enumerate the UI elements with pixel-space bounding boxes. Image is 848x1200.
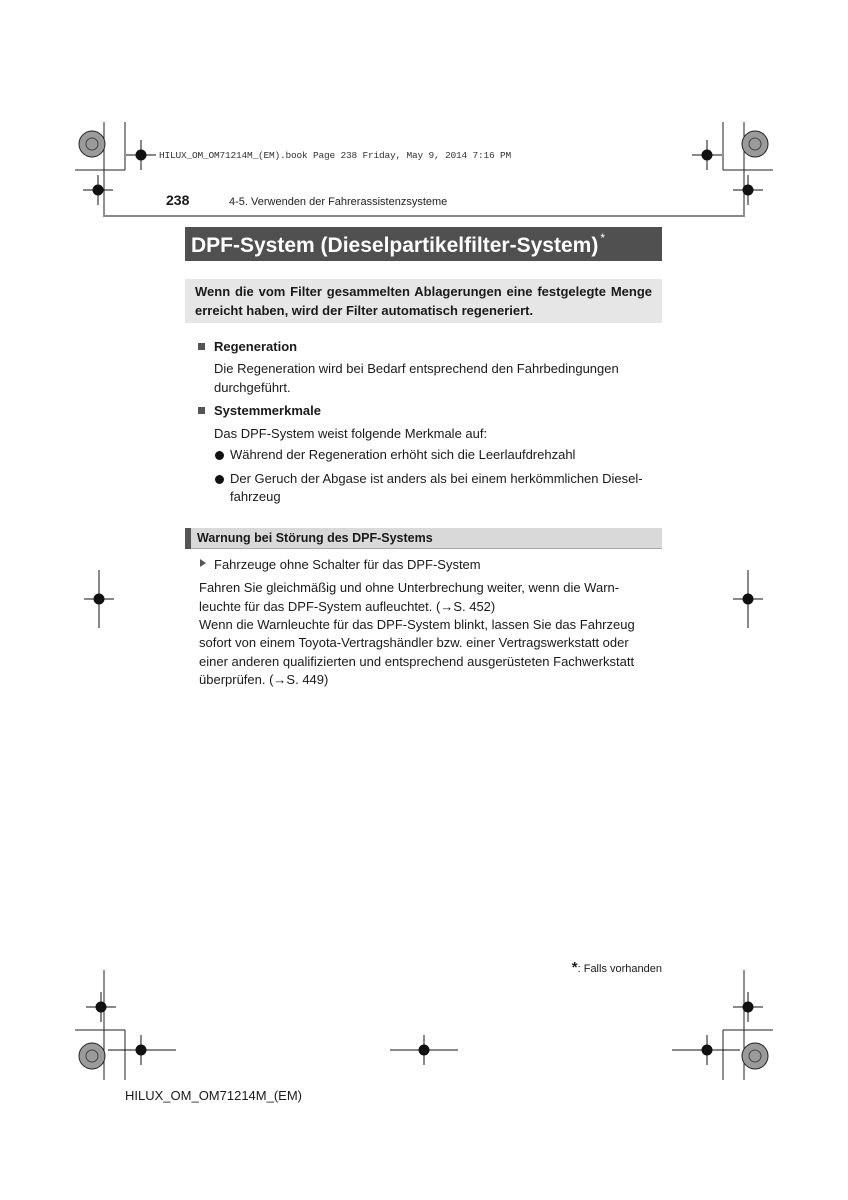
warning-text-line: Wenn die Warnleuchte für das DPF-System blinkt, lassen Sie das Fahrzeug xyxy=(199,617,635,632)
warning-applies-to: Fahrzeuge ohne Schalter für das DPF-System xyxy=(214,557,481,572)
feature-bullet-item: Der Geruch der Abgase ist anders als bei einem herkömmlichen Diesel- xyxy=(230,471,643,486)
warning-text-line: sofort von einem Toyota-Vertragshändler bzw. einer Vertragswerkstatt oder xyxy=(199,635,629,650)
bullet-dot-icon xyxy=(215,451,224,460)
header-divider xyxy=(104,215,744,217)
warning-text-line: leuchte für das DPF-System aufleuchtet. (→S. 452) xyxy=(199,599,496,614)
footnote-marker: * xyxy=(600,231,605,245)
regeneration-text-line1: Die Regeneration wird bei Bedarf entsprechend den Fahrbedingungen xyxy=(214,361,619,376)
bullet-dot-icon xyxy=(215,475,224,484)
regeneration-text-line2: durchgeführt. xyxy=(214,380,291,395)
square-bullet-icon xyxy=(198,407,205,414)
feature-bullet-item: Während der Regeneration erhöht sich die Leerlaufdrehzahl xyxy=(230,447,576,462)
section-title: 4-5. Verwenden der Fahrerassistenzsysteme xyxy=(229,196,448,208)
warning-heading: Warnung bei Störung des DPF-Systems xyxy=(197,531,433,545)
warning-text-line: überprüfen. (→S. 449) xyxy=(199,672,329,687)
triangle-bullet-icon xyxy=(200,559,206,567)
square-bullet-icon xyxy=(198,343,205,350)
features-intro: Das DPF-System weist folgende Merkmale auf: xyxy=(214,426,488,441)
regeneration-heading: Regeneration xyxy=(214,339,298,354)
print-info: HILUX_OM_OM71214M_(EM).book Page 238 Friday, May 9, 2014 7:16 PM xyxy=(159,150,512,161)
footnote-text: : Falls vorhanden xyxy=(577,963,662,975)
warning-text-line: Fahren Sie gleichmäßig und ohne Unterbrechung weiter, wenn die Warn- xyxy=(199,580,620,595)
page-title-text: DPF-System (Dieselpartikelfilter-System) xyxy=(191,234,599,257)
warning-text-line: einer anderen qualifizierten und entsprechend ausgerüsteten Fachwerkstatt xyxy=(199,654,635,669)
footer-doc-id: HILUX_OM_OM71214M_(EM) xyxy=(125,1088,302,1103)
page-number: 238 xyxy=(166,192,190,208)
feature-bullet-item-continued: fahrzeug xyxy=(230,489,281,504)
footnote xyxy=(572,959,662,976)
warning-heading-accent xyxy=(185,528,191,549)
features-heading: Systemmerkmale xyxy=(214,403,321,418)
footnote-star: * xyxy=(571,959,578,976)
page-title xyxy=(185,227,662,261)
summary-box: Wenn die vom Filter gesammelten Ablagerungen eine festgelegte Menge erreicht haben, wird der Filter automatisch regeneriert. xyxy=(185,279,662,323)
